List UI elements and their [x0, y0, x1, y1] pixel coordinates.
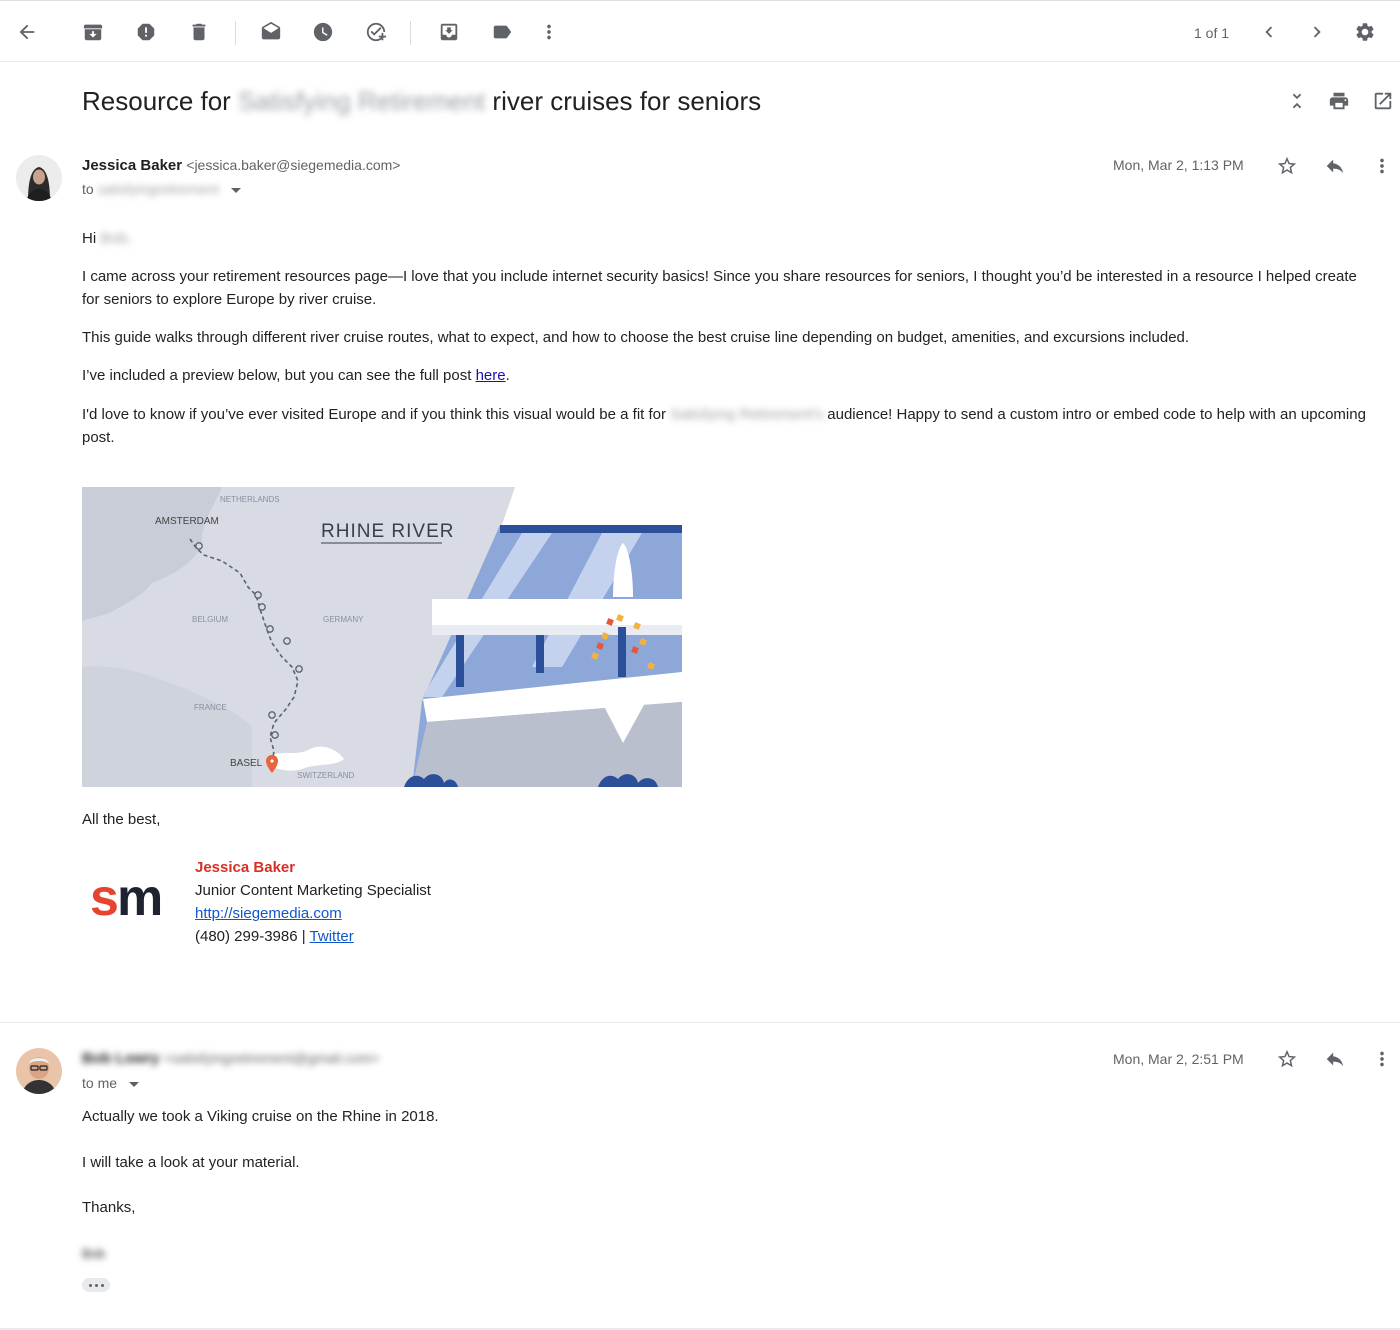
recipient-line: [82, 181, 241, 197]
signature-name: Jessica Baker: [195, 859, 296, 876]
ask-text-start: I'd love to know if you’ve ever visited Europe and if you think this visual would be a fit for: [82, 406, 671, 423]
pager-text: 1 of 1: [1194, 25, 1230, 41]
signature-website-link[interactable]: http://siegemedia.com: [195, 905, 342, 922]
email-signature: [195, 856, 431, 948]
add-to-tasks-icon[interactable]: [363, 19, 389, 45]
siege-media-logo: [90, 868, 180, 928]
sender-line: [82, 157, 400, 174]
star-icon[interactable]: [1275, 154, 1299, 178]
greeting: [82, 227, 1372, 250]
signature-title: Junior Content Marketing Specialist: [195, 882, 431, 899]
subject-prefix: Resource for: [82, 86, 231, 116]
map-label-netherlands: NETHERLANDS: [220, 495, 280, 504]
snooze-icon[interactable]: [310, 19, 336, 45]
reply-star-icon[interactable]: [1275, 1047, 1299, 1071]
report-spam-icon[interactable]: [133, 19, 159, 45]
paragraph-ask: [82, 403, 1372, 449]
signature-twitter-link[interactable]: Twitter: [309, 928, 354, 945]
reply-to-me: to me: [82, 1075, 118, 1091]
greeting-blurred-name: Bob,: [100, 230, 132, 247]
show-trimmed-content-button[interactable]: [82, 1278, 110, 1292]
preview-period: .: [505, 367, 510, 384]
reply-sender-name-blurred[interactable]: Bob Lowry: [82, 1050, 160, 1067]
paragraph-intro: I came across your retirement resources page—I love that you include internet security basics! Since you share resources for seniors, I thought you’d be interested in a resource I helped create for seniors to explore Europe by river cruise.: [82, 268, 1357, 308]
reply-more-icon[interactable]: [1370, 1047, 1394, 1071]
reply-line-thanks: Thanks,: [82, 1199, 136, 1216]
map-label-switzerland: SWITZERLAND: [297, 771, 355, 780]
back-arrow-icon[interactable]: [14, 19, 40, 45]
ask-blurred-site: Satisfying Retirement's: [670, 406, 824, 423]
ask-text-end: audience! Happy to send a custom intro or embed code to help with an upcoming post.: [82, 406, 1366, 446]
closing-text: All the best,: [82, 811, 161, 828]
sender-avatar[interactable]: [16, 155, 62, 201]
signature-phone: (480) 299-3986: [195, 928, 298, 945]
reply-sender-line: [82, 1050, 379, 1067]
subject-suffix: river cruises for seniors: [492, 86, 762, 116]
message-more-icon[interactable]: [1370, 154, 1394, 178]
signature-contact-line: [195, 925, 431, 948]
ellipsis-dot: [89, 1284, 92, 1287]
sender-name[interactable]: Jessica Baker: [82, 157, 183, 174]
rhine-river-title: RHINE RIVER: [321, 521, 455, 542]
map-label-basel: BASEL: [230, 758, 263, 769]
expand-all-icon[interactable]: [1286, 90, 1308, 117]
move-to-icon[interactable]: [436, 19, 462, 45]
logo-m: m: [117, 869, 164, 927]
open-new-window-icon[interactable]: [1372, 90, 1394, 117]
ellipsis-dot: [95, 1284, 98, 1287]
subject-blurred-site: Satisfying Retirement: [238, 86, 486, 116]
ellipsis-dot: [101, 1284, 104, 1287]
toolbar-separator: [410, 21, 411, 45]
rhine-river-preview-image[interactable]: [82, 487, 682, 787]
paragraph-preview: [82, 364, 1372, 387]
archive-icon[interactable]: [80, 19, 106, 45]
reply-signature-blurred: Bob: [82, 1246, 106, 1261]
delete-icon[interactable]: [186, 19, 212, 45]
message-date: Mon, Mar 2, 1:13 PM: [1113, 157, 1244, 173]
reply-recipient-line: [82, 1075, 139, 1091]
sender-email: <jessica.baker@siegemedia.com>: [186, 157, 401, 173]
reply-sender-avatar[interactable]: [16, 1048, 62, 1094]
thread-subject: [82, 86, 761, 117]
reply-show-details-icon[interactable]: [129, 1082, 139, 1087]
greeting-text: Hi: [82, 230, 97, 247]
chevron-right-icon[interactable]: [1304, 19, 1330, 45]
preview-text: I’ve included a preview below, but you can see the full post: [82, 367, 476, 384]
toolbar-separator: [235, 21, 236, 45]
map-label-france: FRANCE: [194, 703, 227, 712]
reply-icon[interactable]: [1323, 154, 1347, 178]
mark-unread-icon[interactable]: [258, 19, 284, 45]
full-post-link[interactable]: here: [475, 367, 506, 384]
reply-message-date: Mon, Mar 2, 2:51 PM: [1113, 1051, 1244, 1067]
reply-line-look: I will take a look at your material.: [82, 1154, 300, 1171]
logo-s: s: [90, 869, 119, 927]
signature-separator: |: [297, 928, 310, 945]
reply-sender-email-blurred: <satisfyingretirement@gmail.com>: [163, 1050, 380, 1066]
paragraph-guide: This guide walks through different river cruise routes, what to expect, and how to choose the best cruise line depending on budget, amenities, and excursions included.: [82, 329, 1190, 346]
map-label-germany: GERMANY: [323, 615, 364, 624]
toolbar: [0, 0, 1400, 62]
chevron-left-icon[interactable]: [1256, 19, 1282, 45]
more-icon[interactable]: [536, 19, 562, 45]
message-divider: [0, 1022, 1400, 1023]
recipient-blurred: satisfyingretirement: [97, 181, 219, 197]
reply-line-cruise: Actually we took a Viking cruise on the Rhine in 2018.: [82, 1108, 439, 1125]
settings-gear-icon[interactable]: [1352, 19, 1378, 45]
show-details-icon[interactable]: [231, 188, 241, 193]
map-label-amsterdam: AMSTERDAM: [155, 516, 219, 527]
print-icon[interactable]: [1328, 90, 1350, 117]
to-label: to: [82, 181, 94, 197]
map-label-belgium: BELGIUM: [192, 615, 229, 624]
label-icon[interactable]: [489, 19, 515, 45]
reply-reply-icon[interactable]: [1323, 1047, 1347, 1071]
